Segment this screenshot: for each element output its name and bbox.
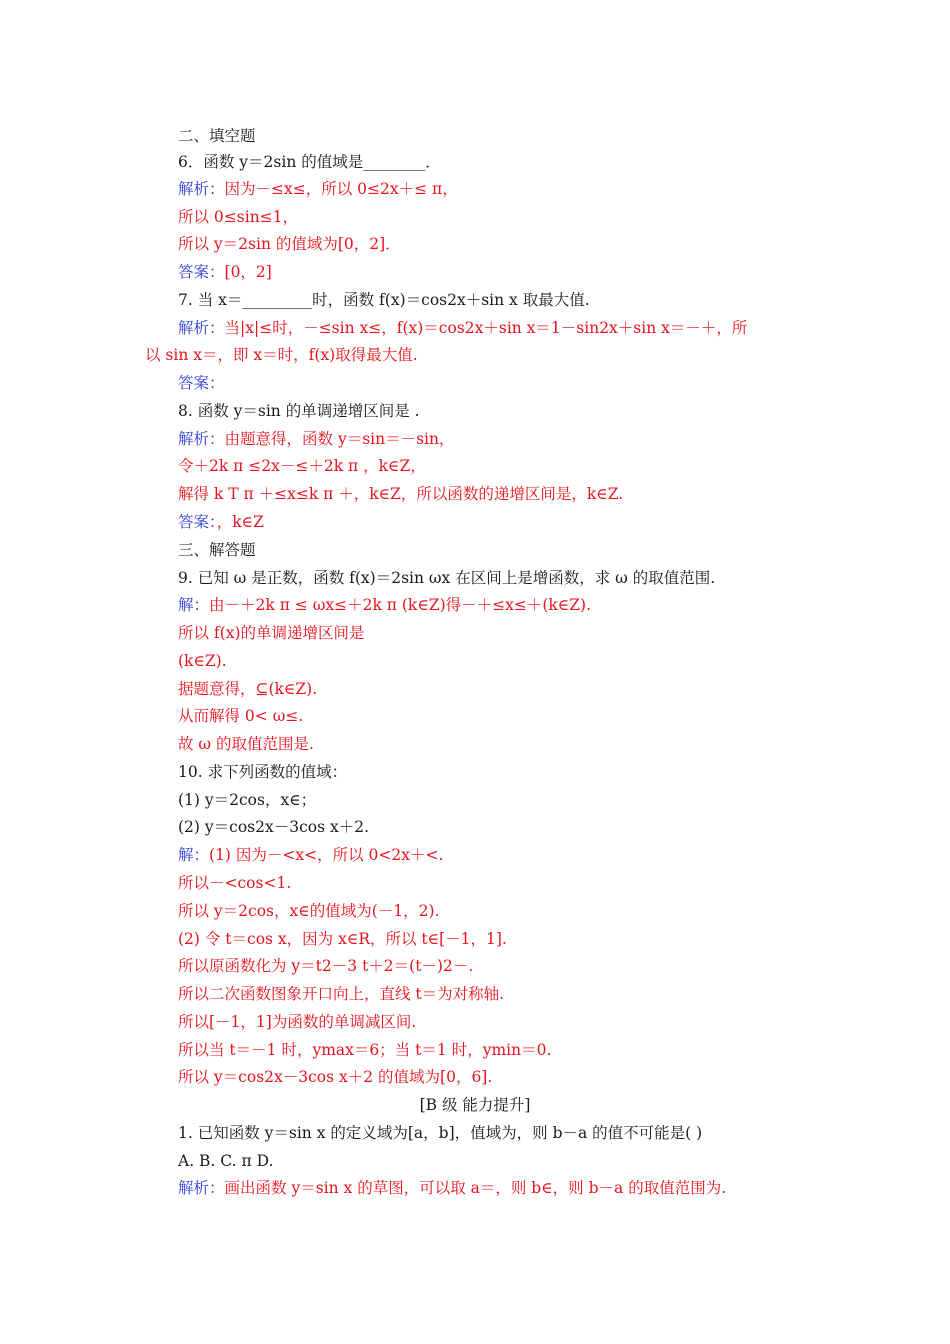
line-text: 9. 已知 ω 是正数，函数 f(x)＝2sin ωx 在区间上是增函数，求 ω 的取值范围. [178, 569, 716, 587]
text-line-33 [178, 1012, 416, 1032]
line-text: 三、解答题 [178, 541, 256, 559]
answer-label: 解： [178, 596, 210, 614]
answer-label: 解析： [178, 1179, 225, 1197]
line-text: A. B. C. π D. [178, 1152, 274, 1170]
text-line-3 [178, 179, 458, 199]
text-line-20 [178, 651, 227, 671]
line-text: 所以当 t＝－1 时，ymax＝6；当 t＝1 时，ymin＝0. [178, 1041, 552, 1059]
text-line-34 [178, 1040, 551, 1060]
line-text: (1) 因为－<x<，所以 0<2x＋<. [209, 846, 444, 864]
answer-label: 解析： [178, 180, 225, 198]
text-line-26 [178, 817, 369, 837]
text-line-6 [178, 262, 272, 282]
line-text: 所以 f(x)的单调递增区间是 [178, 624, 365, 642]
text-line-12 [178, 429, 455, 449]
line-text: 画出函数 y＝sin x 的草图，可以取 a＝，则 b∈，则 b－a 的取值范围为. [224, 1179, 727, 1197]
line-text: 以 sin x＝，即 x＝时，f(x)取得最大值. [145, 346, 418, 364]
text-line-1 [178, 126, 256, 146]
text-line-28 [178, 873, 291, 893]
answer-label: 解析： [178, 319, 225, 337]
line-text: (2) 令 t＝cos x，因为 x∈R，所以 t∈[－1，1]. [178, 930, 507, 948]
line-text: 8. 函数 y＝sin 的单调递增区间是 . [178, 402, 420, 420]
line-text: [0，2] [224, 263, 272, 281]
line-text: 1. 已知函数 y＝sin x 的定义域为[a，b]，值域为，则 b－a 的值不可能是( ) [178, 1124, 703, 1142]
line-text: 所以二次函数图象开口向上，直线 t＝为对称轴. [178, 985, 505, 1003]
text-line-14 [178, 484, 623, 504]
line-text: 二、填空题 [178, 127, 256, 145]
text-line-9 [145, 345, 418, 365]
line-text: 因为－≤x≤，所以 0≤2x＋≤ π， [224, 180, 458, 198]
line-text: [B 级 能力提升] [419, 1096, 531, 1114]
text-line-19 [178, 623, 365, 643]
text-line-23 [178, 734, 314, 754]
line-text: (k∈Z). [178, 652, 227, 670]
line-text: 当|x|≤时，－≤sin x≤，f(x)＝cos2x＋sin x＝1－sin2x＋sin x＝－＋，所 [224, 319, 748, 337]
line-text: 从而解得 0< ω≤. [178, 707, 304, 725]
text-line-10 [178, 373, 225, 393]
text-line-38 [178, 1151, 273, 1171]
line-text: 令＋2k π ≤2x－≤＋2k π ，k∈Z， [178, 457, 426, 475]
answer-label: 解： [178, 846, 210, 864]
text-line-39 [178, 1178, 726, 1198]
line-text: 解得 k Τ π ＋≤x≤k π ＋，k∈Z，所以函数的递增区间是，k∈Z. [178, 485, 624, 503]
text-line-8 [178, 318, 747, 338]
line-text: 所以 y＝2sin 的值域为[0，2]． [178, 235, 401, 253]
text-line-4 [178, 207, 298, 227]
text-line-32 [178, 984, 504, 1004]
line-text: 10. 求下列函数的值域： [178, 763, 348, 781]
text-line-18 [178, 595, 591, 615]
answer-label: 答案： [178, 374, 225, 392]
text-line-17 [178, 568, 715, 588]
answer-label: 解析： [178, 430, 225, 448]
line-text: 所以 0≤sin≤1， [178, 208, 299, 226]
line-text: 所以[－1，1]为函数的单调减区间. [178, 1013, 417, 1031]
line-text: 据题意得，⊆(k∈Z). [178, 680, 318, 698]
text-line-25 [178, 790, 316, 810]
line-text: 由题意得，函数 y＝sin＝－sin， [224, 430, 455, 448]
line-text: (1) y＝2cos，x∈； [178, 791, 317, 809]
text-line-22 [178, 706, 303, 726]
line-text: (2) y＝cos2x－3cos x＋2. [178, 818, 369, 836]
text-line-2 [178, 152, 441, 172]
line-text: ，k∈Z [216, 513, 264, 531]
text-line-31 [178, 956, 473, 976]
text-line-5 [178, 234, 401, 254]
text-line-29 [178, 901, 439, 921]
text-line-7 [178, 290, 590, 310]
line-text: 由－＋2k π ≤ ωx≤＋2k π (k∈Z)得－＋≤x≤＋(k∈Z). [209, 596, 591, 614]
line-text: 故 ω 的取值范围是. [178, 735, 314, 753]
line-text: 所以 y＝cos2x－3cos x＋2 的值域为[0，6]. [178, 1068, 493, 1086]
text-line-16 [178, 540, 256, 560]
answer-label: 答案： [178, 513, 217, 531]
text-line-36 [0, 1095, 950, 1115]
line-text: 所以－<cos<1. [178, 874, 292, 892]
text-line-27 [178, 845, 443, 865]
text-line-37 [178, 1123, 702, 1143]
answer-label: 答案： [178, 263, 225, 281]
text-line-35 [178, 1067, 492, 1087]
text-line-24 [178, 762, 347, 782]
line-text: 所以原函数化为 y＝t2－3 t＋2＝(t－)2－. [178, 957, 474, 975]
line-text: 7. 当 x＝_________时，函数 f(x)＝cos2x＋sin x 取最大值. [178, 291, 590, 309]
line-text: 所以 y＝2cos，x∈的值域为(－1，2). [178, 902, 440, 920]
text-line-21 [178, 679, 317, 699]
text-line-15 [178, 512, 264, 532]
text-line-30 [178, 929, 507, 949]
line-text: 6．函数 y＝2sin 的值域是________． [178, 153, 441, 171]
text-line-13 [178, 456, 426, 476]
text-line-11 [178, 401, 420, 421]
